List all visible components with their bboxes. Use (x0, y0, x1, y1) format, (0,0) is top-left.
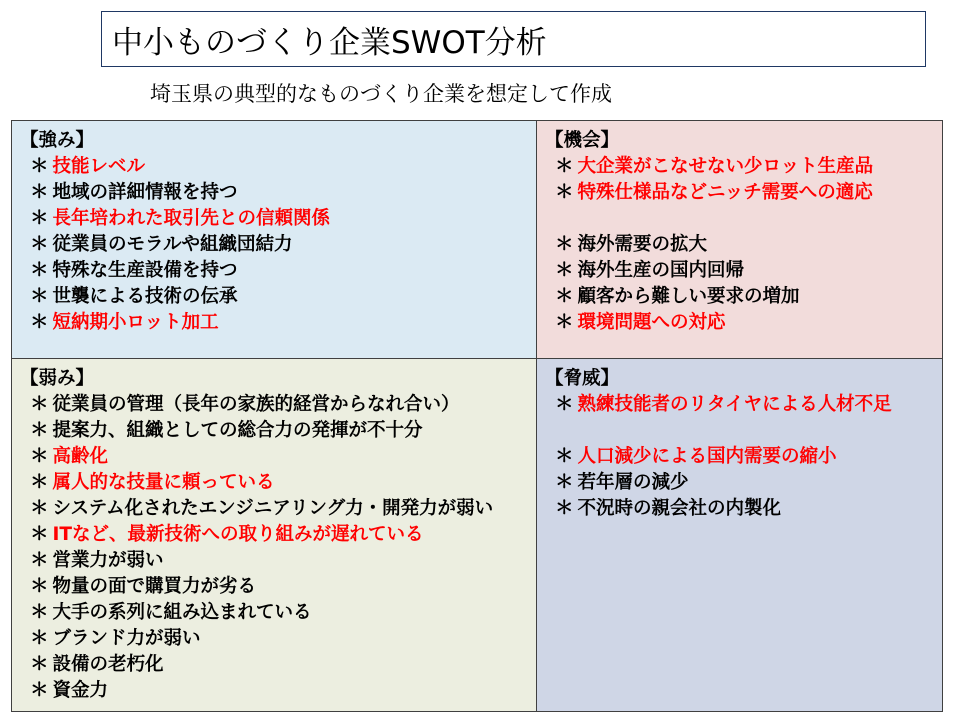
bullet-mark: ＊ (555, 182, 574, 203)
spacer (545, 418, 934, 444)
bullet-mark: ＊ (30, 420, 49, 441)
bullet-mark: ＊ (555, 286, 574, 307)
opportunities-heading: 【機会】 (545, 130, 620, 151)
bullet-mark: ＊ (30, 260, 49, 281)
slide-subtitle: 埼玉県の典型的なものづくり企業を想定して作成 (150, 82, 612, 106)
opportunities-item (545, 284, 934, 310)
strengths-item-text: 地域の詳細情報を持つ (52, 182, 238, 203)
opportunities-item (545, 180, 934, 206)
strengths-item-text: 長年培われた取引先との信頼関係 (52, 208, 331, 229)
weaknesses-item-text: ITなど、最新技術への取り組みが遅れている (52, 524, 424, 545)
strengths-item-text: 技能レベル (52, 156, 146, 177)
bullet-mark: ＊ (555, 446, 574, 467)
bullet-mark: ＊ (30, 576, 49, 597)
threats-item-text: 熟練技能者のリタイヤによる人材不足 (577, 394, 892, 415)
strengths-quadrant (12, 121, 537, 359)
bullet-mark: ＊ (30, 628, 49, 649)
opportunities-item (545, 232, 934, 258)
bullet-mark: ＊ (30, 208, 49, 229)
bullet-mark: ＊ (30, 654, 49, 675)
threats-item-text: 不況時の親会社の内製化 (577, 498, 782, 519)
bullet-mark: ＊ (30, 550, 49, 571)
weaknesses-item (20, 418, 528, 444)
bullet-mark: ＊ (30, 498, 49, 519)
threats-heading: 【脅威】 (545, 368, 620, 389)
strengths-item (20, 232, 528, 258)
strengths-item-text: 短納期小ロット加工 (52, 312, 219, 333)
weaknesses-item (20, 496, 528, 522)
weaknesses-item-text: 物量の面で購買力が劣る (52, 576, 257, 597)
bullet-mark: ＊ (30, 156, 49, 177)
bullet-mark: ＊ (30, 524, 49, 545)
weaknesses-item-text: ブランド力が弱い (52, 628, 201, 649)
weaknesses-item-text: 従業員の管理（長年の家族的経営からなれ合い） (52, 394, 460, 415)
bullet-mark: ＊ (555, 312, 574, 333)
weaknesses-item (20, 678, 528, 704)
weaknesses-item (20, 548, 528, 574)
bullet-mark: ＊ (555, 472, 574, 493)
bullet-mark: ＊ (555, 498, 574, 519)
threats-item-text: 若年層の減少 (577, 472, 689, 493)
bullet-mark: ＊ (30, 182, 49, 203)
weaknesses-quadrant (12, 359, 537, 711)
opportunities-item-text: 環境問題への対応 (577, 312, 726, 333)
swot-matrix (11, 120, 943, 712)
bullet-mark: ＊ (555, 260, 574, 281)
weaknesses-heading: 【弱み】 (20, 368, 95, 389)
threats-item (545, 392, 934, 418)
bullet-mark: ＊ (30, 472, 49, 493)
weaknesses-list (20, 392, 528, 704)
strengths-item (20, 180, 528, 206)
threats-item (545, 496, 934, 522)
strengths-list (20, 154, 528, 336)
bullet-mark: ＊ (30, 394, 49, 415)
threats-item-text: 人口減少による国内需要の縮小 (577, 446, 837, 467)
opportunities-item (545, 258, 934, 284)
threats-list (545, 392, 934, 522)
bullet-mark: ＊ (30, 680, 49, 701)
weaknesses-item (20, 470, 528, 496)
weaknesses-item (20, 652, 528, 678)
bullet-mark: ＊ (30, 602, 49, 623)
opportunities-quadrant (537, 121, 942, 359)
weaknesses-item-text: 高齢化 (52, 446, 109, 467)
strengths-heading: 【強み】 (20, 130, 95, 151)
weaknesses-item (20, 574, 528, 600)
weaknesses-item (20, 522, 528, 548)
weaknesses-item (20, 392, 528, 418)
strengths-item-text: 特殊な生産設備を持つ (52, 260, 238, 281)
bullet-mark: ＊ (30, 234, 49, 255)
threats-quadrant (537, 359, 942, 711)
weaknesses-item-text: 大手の系列に組み込まれている (52, 602, 312, 623)
opportunities-item-text: 顧客から難しい要求の増加 (577, 286, 800, 307)
strengths-item-text: 世襲による技術の伝承 (52, 286, 238, 307)
bullet-mark: ＊ (30, 312, 49, 333)
weaknesses-item-text: 営業力が弱い (52, 550, 164, 571)
weaknesses-item (20, 600, 528, 626)
opportunities-item-text: 海外需要の拡大 (577, 234, 708, 255)
strengths-item (20, 206, 528, 232)
threats-item (545, 470, 934, 496)
strengths-item-text: 従業員のモラルや組織団結力 (52, 234, 293, 255)
bullet-mark: ＊ (30, 446, 49, 467)
slide-title-text: 中小ものづくり企業SWOT分析 (112, 24, 547, 61)
strengths-item (20, 154, 528, 180)
weaknesses-item-text: 設備の老朽化 (52, 654, 164, 675)
strengths-item (20, 284, 528, 310)
opportunities-item-text: 大企業がこなせない少ロット生産品 (577, 156, 874, 177)
bullet-mark: ＊ (30, 286, 49, 307)
weaknesses-item (20, 444, 528, 470)
spacer (545, 206, 934, 232)
strengths-item (20, 310, 528, 336)
opportunities-item (545, 154, 934, 180)
opportunities-item-text: 海外生産の国内回帰 (577, 260, 745, 281)
opportunities-item (545, 310, 934, 336)
bullet-mark: ＊ (555, 156, 574, 177)
weaknesses-item-text: システム化されたエンジニアリング力・開発力が弱い (52, 498, 494, 519)
bullet-mark: ＊ (555, 234, 574, 255)
bullet-mark: ＊ (555, 394, 574, 415)
opportunities-item-text: 特殊仕様品などニッチ需要への適応 (577, 182, 873, 203)
weaknesses-item-text: 属人的な技量に頼っている (52, 472, 275, 493)
threats-item (545, 444, 934, 470)
weaknesses-item-text: 資金力 (52, 680, 109, 701)
slide-title (101, 11, 926, 67)
weaknesses-item (20, 626, 528, 652)
strengths-item (20, 258, 528, 284)
weaknesses-item-text: 提案力、組織としての総合力の発揮が不十分 (52, 420, 423, 441)
opportunities-list (545, 154, 934, 336)
